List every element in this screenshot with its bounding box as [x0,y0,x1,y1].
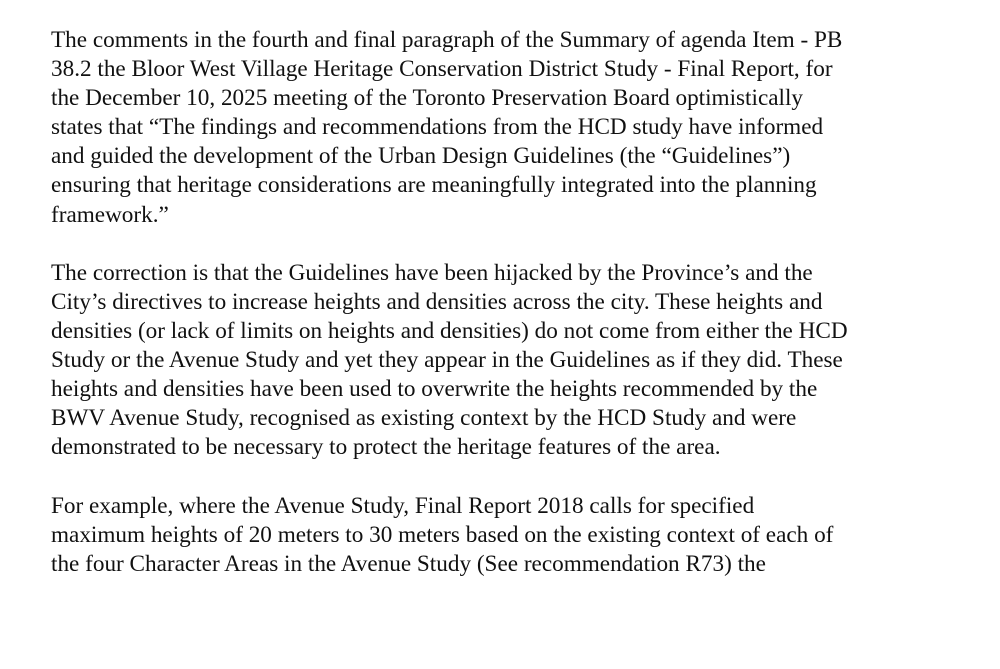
text-line: BWV Avenue Study, recognised as existing context by the HCD Study and were [51,405,797,432]
text-line: states that “The findings and recommendations from the HCD study have informed [51,114,824,141]
text-line: The correction is that the Guidelines have been hijacked by the Province’s and the [51,259,813,286]
text-line: ensuring that heritage considerations are meaningfully integrated into the planning [51,172,817,199]
text-line: Study or the Avenue Study and yet they appear in the Guidelines as if they did. These [51,347,843,374]
text-line: framework.” [51,201,169,228]
text-line: maximum heights of 20 meters to 30 meters based on the existing context of each of [51,521,834,548]
text-line: and guided the development of the Urban Design Guidelines (the “Guidelines”) [51,143,791,170]
paragraph-3 [51,492,991,579]
text-line: For example, where the Avenue Study, Final Report 2018 calls for specified [51,492,755,519]
paragraph-1 [51,26,991,230]
text-line: City’s directives to increase heights and densities across the city. These heights and [51,288,823,315]
text-line: heights and densities have been used to overwrite the heights recommended by the [51,376,818,403]
text-line: the four Character Areas in the Avenue Study (See recommendation R73) the [51,550,766,577]
text-line: 38.2 the Bloor West Village Heritage Conservation District Study - Final Report, for [51,56,833,83]
paragraph-2 [51,259,991,463]
document-body [51,26,991,579]
text-line: demonstrated to be necessary to protect the heritage features of the area. [51,434,721,461]
text-line: densities (or lack of limits on heights and densities) do not come from either the HCD [51,317,848,344]
text-line: The comments in the fourth and final paragraph of the Summary of agenda Item - PB [51,27,843,53]
text-line: the December 10, 2025 meeting of the Toronto Preservation Board optimistically [51,85,804,112]
